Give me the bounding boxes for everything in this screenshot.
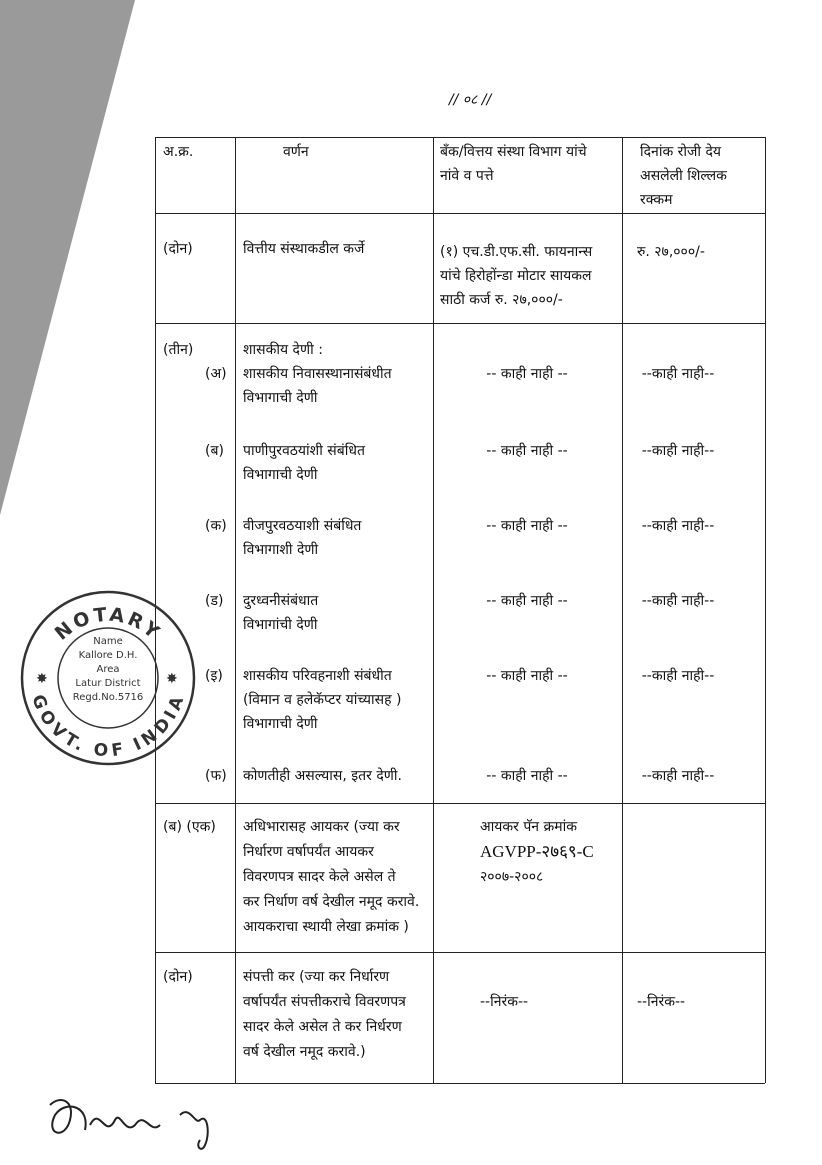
sub-item-bank: -- काही नाही --	[486, 518, 568, 534]
row-description: आयकराचा स्थायी लेखा क्रमांक )	[243, 919, 409, 935]
sub-item-amount: --काही नाही--	[641, 768, 715, 784]
row-description: अधिभारासह आयकर (ज्या कर	[243, 819, 400, 835]
svg-text:GOVT. OF INDIA: GOVT. OF INDIA	[27, 692, 189, 762]
pan-number: AGVPP-२७६९-C	[480, 842, 594, 861]
header-description: वर्णन	[283, 144, 309, 160]
sub-item-description: कोणतीही असल्यास, इतर देणी.	[243, 768, 402, 784]
scan-edge-shadow	[0, 0, 140, 520]
row-serial: (तीन)	[163, 342, 194, 358]
row-bank: (१) एच.डी.एफ.सी. फायनान्स	[440, 244, 593, 260]
row-description: वर्षापर्यंत संपत्तीकराचे विवरणपत्र	[243, 994, 406, 1010]
sub-item-bank: -- काही नाही --	[486, 668, 568, 684]
sub-item-description: शासकीय परिवहनाशी संबंधीत	[243, 668, 392, 684]
sub-item-amount: --काही नाही--	[641, 668, 715, 684]
sub-item-bank: -- काही नाही --	[486, 443, 568, 459]
row-description: वित्तीय संस्थाकडील कर्जे	[243, 241, 365, 257]
sub-item-label: (फ)	[205, 768, 227, 784]
header-bank: नांवे व पत्ते	[440, 168, 494, 184]
signature	[30, 1085, 260, 1160]
sub-item-amount: --काही नाही--	[641, 593, 715, 609]
svg-text:NOTARY: NOTARY	[50, 603, 166, 645]
header-amount: दिनांक रोजी देय	[640, 144, 722, 160]
sub-item-description: विभागाची देणी	[243, 467, 318, 483]
sub-item-label: (क)	[205, 518, 227, 534]
svg-text:Regd.No.5716: Regd.No.5716	[72, 692, 144, 703]
svg-text:Latur District: Latur District	[75, 678, 141, 689]
sub-item-description: दुरध्वनीसंबंधात	[243, 593, 319, 609]
sub-item-description: शासकीय निवासस्थानासंबंधीत	[243, 366, 392, 382]
sub-item-label: (ड)	[205, 593, 224, 609]
row-description: कर निर्धाण वर्ष देखील नमूद करावे.	[243, 894, 420, 910]
row-description: संपत्ती कर (ज्या कर निर्धारण	[243, 969, 390, 985]
sub-item-amount: --काही नाही--	[641, 443, 715, 459]
svg-text:✸: ✸	[166, 671, 178, 687]
header-amount: रक्कम	[640, 192, 673, 208]
row-description: वर्ष देखील नमूद करावे.)	[243, 1044, 366, 1060]
row-bank: --निरंक--	[480, 994, 529, 1010]
row-serial: (ब) (एक)	[163, 819, 216, 835]
sub-item-description: पाणीपुरवठयांशी संबंधित	[243, 443, 365, 459]
header-amount: असलेली शिल्लक	[640, 168, 727, 184]
pan-label: आयकर पॅन क्रमांक	[480, 819, 578, 835]
row-amount: --निरंक--	[637, 994, 686, 1010]
row-bank: यांचे हिरोहोंन्डा मोटार सायकल	[440, 268, 592, 284]
row-serial: (दोन)	[163, 241, 193, 257]
sub-item-amount: --काही नाही--	[641, 518, 715, 534]
header-bank: बँक/वित्तय संस्था विभाग यांचे	[440, 144, 587, 160]
header-serial: अ.क्र.	[163, 144, 194, 160]
sub-item-label: (इ)	[205, 668, 223, 684]
assessment-year: २००७-२००८	[480, 869, 544, 885]
row-description: सादर केले असेल ते कर निर्धरण	[243, 1019, 402, 1035]
sub-item-bank: -- काही नाही --	[486, 768, 568, 784]
notary-stamp	[18, 588, 198, 768]
svg-text:Name: Name	[93, 636, 123, 647]
row-serial: (दोन)	[163, 969, 193, 985]
sub-item-description: (विमान व हलेकॅप्टर यांच्यासह )	[243, 692, 402, 708]
sub-item-bank: -- काही नाही --	[486, 593, 568, 609]
sub-item-description: विभागांची देणी	[243, 617, 318, 633]
svg-text:Kallore D.H.: Kallore D.H.	[78, 650, 138, 661]
sub-item-description: विभागाची देणी	[243, 390, 318, 406]
sub-item-label: (ब)	[205, 443, 224, 459]
sub-item-description: विभागाशी देणी	[243, 542, 319, 558]
sub-item-description: वीजपुरवठयाशी संबंधित	[243, 518, 362, 534]
sub-item-description: विभागाची देणी	[243, 716, 318, 732]
row-title: शासकीय देणी :	[243, 342, 323, 358]
sub-item-bank: -- काही नाही --	[486, 366, 568, 382]
row-description: विवरणपत्र सादर केले असेल ते	[243, 869, 396, 885]
sub-item-amount: --काही नाही--	[641, 366, 715, 382]
row-description: निर्धारण वर्षापर्यंत आयकर	[243, 844, 374, 860]
sub-item-label: (अ)	[205, 366, 227, 382]
row-bank: साठी कर्ज रु. २७,०००/-	[440, 292, 563, 308]
page-number: // ०८ //	[448, 92, 492, 108]
svg-text:✸: ✸	[36, 671, 48, 687]
row-amount: रु. २७,०००/-	[637, 244, 705, 260]
svg-text:Area: Area	[96, 664, 120, 675]
